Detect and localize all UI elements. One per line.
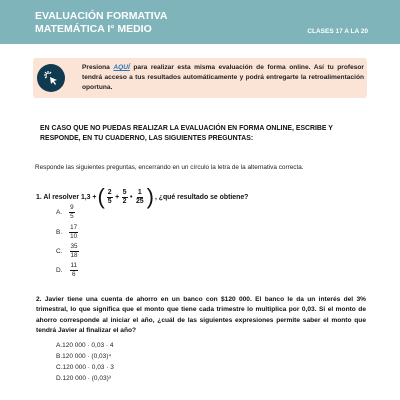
option-label: B. bbox=[56, 229, 63, 236]
option-label: C. bbox=[56, 248, 63, 255]
page-title bbox=[35, 10, 167, 36]
header-banner bbox=[0, 0, 400, 44]
option-fraction bbox=[70, 262, 79, 279]
q1-open-paren: ( bbox=[97, 184, 105, 209]
q1-op-2: • bbox=[130, 193, 133, 201]
frac-den: 25 bbox=[135, 197, 144, 205]
online-link[interactable]: AQUÍ bbox=[113, 64, 130, 71]
frac-den: 6 bbox=[72, 271, 76, 278]
lead-text: Responde las siguientes preguntas, encerrando en un círculo la letra de la alternativa correcta. bbox=[35, 164, 304, 171]
frac-num: 17 bbox=[70, 224, 78, 231]
q1-option-c[interactable] bbox=[56, 243, 80, 260]
q1-fraction-2 bbox=[122, 189, 128, 206]
option-label: A. bbox=[56, 209, 63, 216]
cursor-click-icon bbox=[37, 64, 65, 92]
title-line-2: MATEMÁTICA I° MEDIO bbox=[35, 23, 152, 35]
q1-fraction-3 bbox=[135, 189, 145, 206]
option-fraction bbox=[69, 224, 78, 241]
q1-prefix: 1. Al resolver 1,3 + bbox=[36, 193, 97, 201]
q1-option-d[interactable] bbox=[56, 262, 79, 279]
q2-option-a[interactable]: A.120 000 · 0,03 · 4 bbox=[56, 342, 114, 349]
q1-op-1: + bbox=[115, 193, 120, 201]
callout-text-before: Presiona bbox=[82, 64, 114, 71]
callout-text-after: para realizar esta misma evaluación de forma online. Así tu profesor tendrá acceso a tus resultados automáticamente y podrá entregarte la retroalimentación oportuna. bbox=[82, 64, 364, 91]
option-label: D. bbox=[56, 267, 63, 274]
q1-option-b[interactable] bbox=[56, 224, 79, 241]
frac-num: 35 bbox=[70, 243, 78, 250]
frac-num: 9 bbox=[70, 204, 74, 211]
frac-den: 5 bbox=[70, 213, 74, 220]
frac-den: 18 bbox=[70, 252, 78, 259]
q1-option-a[interactable] bbox=[56, 204, 76, 221]
frac-num: 5 bbox=[122, 188, 127, 196]
q1-suffix: , ¿qué resultado se obtiene? bbox=[154, 193, 249, 201]
q1-close-paren: ) bbox=[146, 184, 154, 209]
q1-fraction-1 bbox=[107, 189, 113, 206]
option-fraction bbox=[69, 204, 75, 221]
frac-den: 5 bbox=[107, 197, 112, 205]
option-fraction bbox=[70, 243, 79, 260]
clases-label: CLASES 17 A LA 20 bbox=[307, 28, 368, 35]
frac-num: 2 bbox=[107, 188, 112, 196]
question-2: 2. Javier tiene una cuenta de ahorro en un banco con $120 000. El banco le da un interés del 3% trimestral, lo que significa que el monto que tiene cada trimestre lo multiplica por 0,03. Si el monto de ahorro corresponde al iniciar el año, ¿cuál de las siguientes expresiones permite saber el monto que tendrá Javier al finalizar el año? bbox=[36, 296, 366, 335]
q2-option-c[interactable]: C.120 000 · 0,03 · 3 bbox=[56, 364, 114, 371]
q2-option-b[interactable]: B.120 000 · (0,03)⁴ bbox=[56, 353, 112, 360]
frac-den: 10 bbox=[70, 233, 78, 240]
callout-text bbox=[82, 63, 364, 93]
frac-num: 1 bbox=[137, 188, 142, 196]
frac-num: 11 bbox=[70, 262, 78, 269]
title-line-1: EVALUACIÓN FORMATIVA bbox=[35, 10, 168, 22]
q2-option-d[interactable]: D.120 000 · (0,03)³ bbox=[56, 375, 111, 382]
online-callout bbox=[33, 58, 367, 98]
frac-den: 2 bbox=[122, 197, 127, 205]
instructions: EN CASO QUE NO PUEDAS REALIZAR LA EVALUACIÓN EN FORMA ONLINE, ESCRIBE Y RESPONDE, EN TU CUADERNO, LAS SIGUIENTES PREGUNTAS: bbox=[40, 125, 333, 142]
